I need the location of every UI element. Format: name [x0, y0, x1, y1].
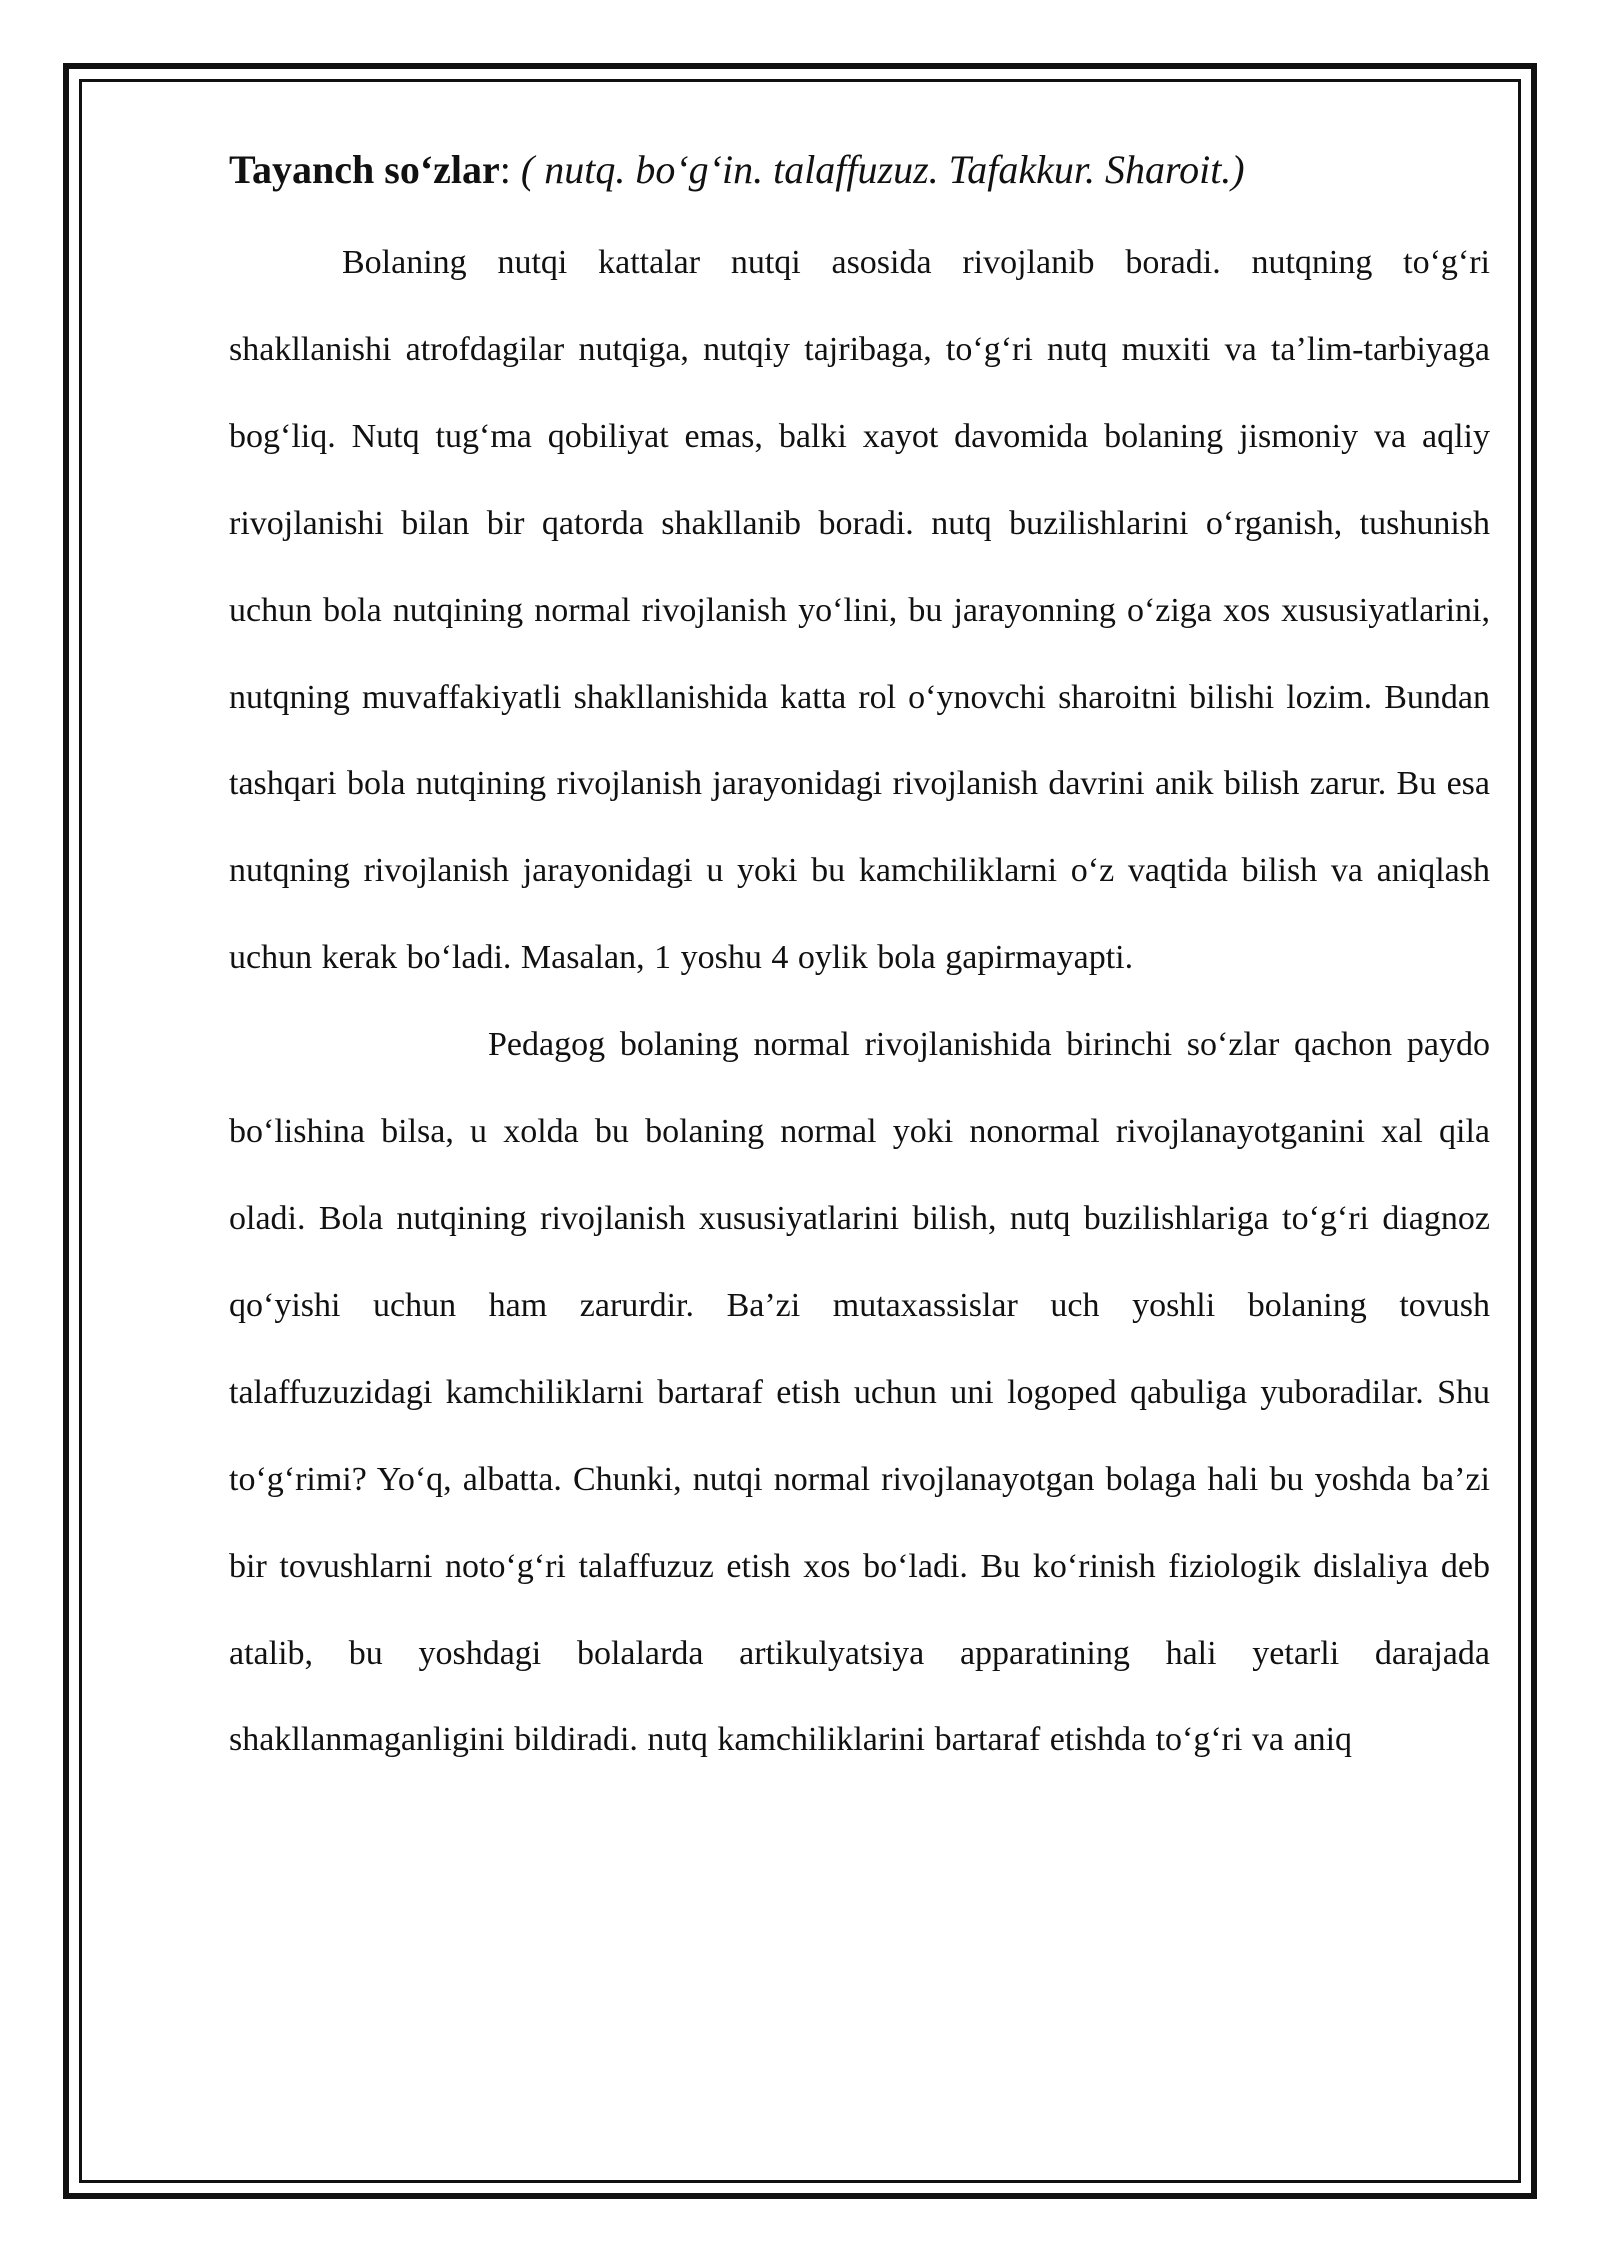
keywords-values: ( nutq. bo‘g‘in. talaffuzuz. Tafakkur. Sharoit.): [520, 147, 1245, 192]
keywords-label: Tayanch so‘zlar: [229, 147, 500, 192]
page-content: [229, 142, 1490, 1784]
paragraph-1: Bolaning nutqi kattalar nutqi asosida rivojlanib boradi. nutqning to‘g‘ri shakllanishi atrofdagilar nutqiga, nutqiy tajribaga, to‘g‘ri nutq muxiti va ta’lim-tarbiyaga bog‘liq. Nutq tug‘ma qobiliyat emas, balki xayot davomida bolaning jismoniy va aqliy rivojlanishi bilan bir qatorda shakllanib boradi. nutq buzilishlarini o‘rganish, tushunish uchun bola nutqining normal rivojlanish yo‘lini, bu jarayonning o‘ziga xos xususiyatlarini, nutqning muvaffakiyatli shakllanishida katta rol o‘ynovchi sharoitni bilishi lozim. Bundan tashqari bola nutqining rivojlanish jarayonidagi rivojlanish davrini anik bilish zarur. Bu esa nutqning rivojlanish jarayonidagi u yoki bu kamchiliklarni o‘z vaqtida bilish va aniqlash uchun kerak bo‘ladi. Masalan, 1 yoshu 4 oylik bola gapirmayapti.: [229, 244, 1490, 977]
paragraph-2: Pedagog bolaning normal rivojlanishida birinchi so‘zlar qachon paydo bo‘lishina bilsa, u xolda bu bolaning normal yoki nonormal rivojlanayotganini xal qila oladi. Bola nutqining rivojlanish xususiyatlarini bilish, nutq buzilishlariga to‘g‘ri diagnoz qo‘yishi uchun ham zarurdir. Ba’zi mutaxassislar uch yoshli bolaning tovush talaffuzuzidagi kamchiliklarni bartaraf etish uchun uni logoped qabuliga yuboradilar. Shu to‘g‘rimi? Yo‘q, albatta. Chunki, nutqi normal rivojlanayotgan bolaga hali bu yoshda ba’zi bir tovushlarni noto‘g‘ri talaffuzuz etish xos bo‘ladi. Bu ko‘rinish fiziologik dislaliya deb atalib, bu yoshdagi bolalarda artikulyatsiya apparatining hali yetarli darajada shakllanmaganligini bildiradi. nutq kamchiliklarini bartaraf etishda to‘g‘ri va aniq: [229, 1026, 1490, 1759]
keywords-separator: :: [499, 147, 521, 192]
keywords-line: [229, 142, 1490, 198]
